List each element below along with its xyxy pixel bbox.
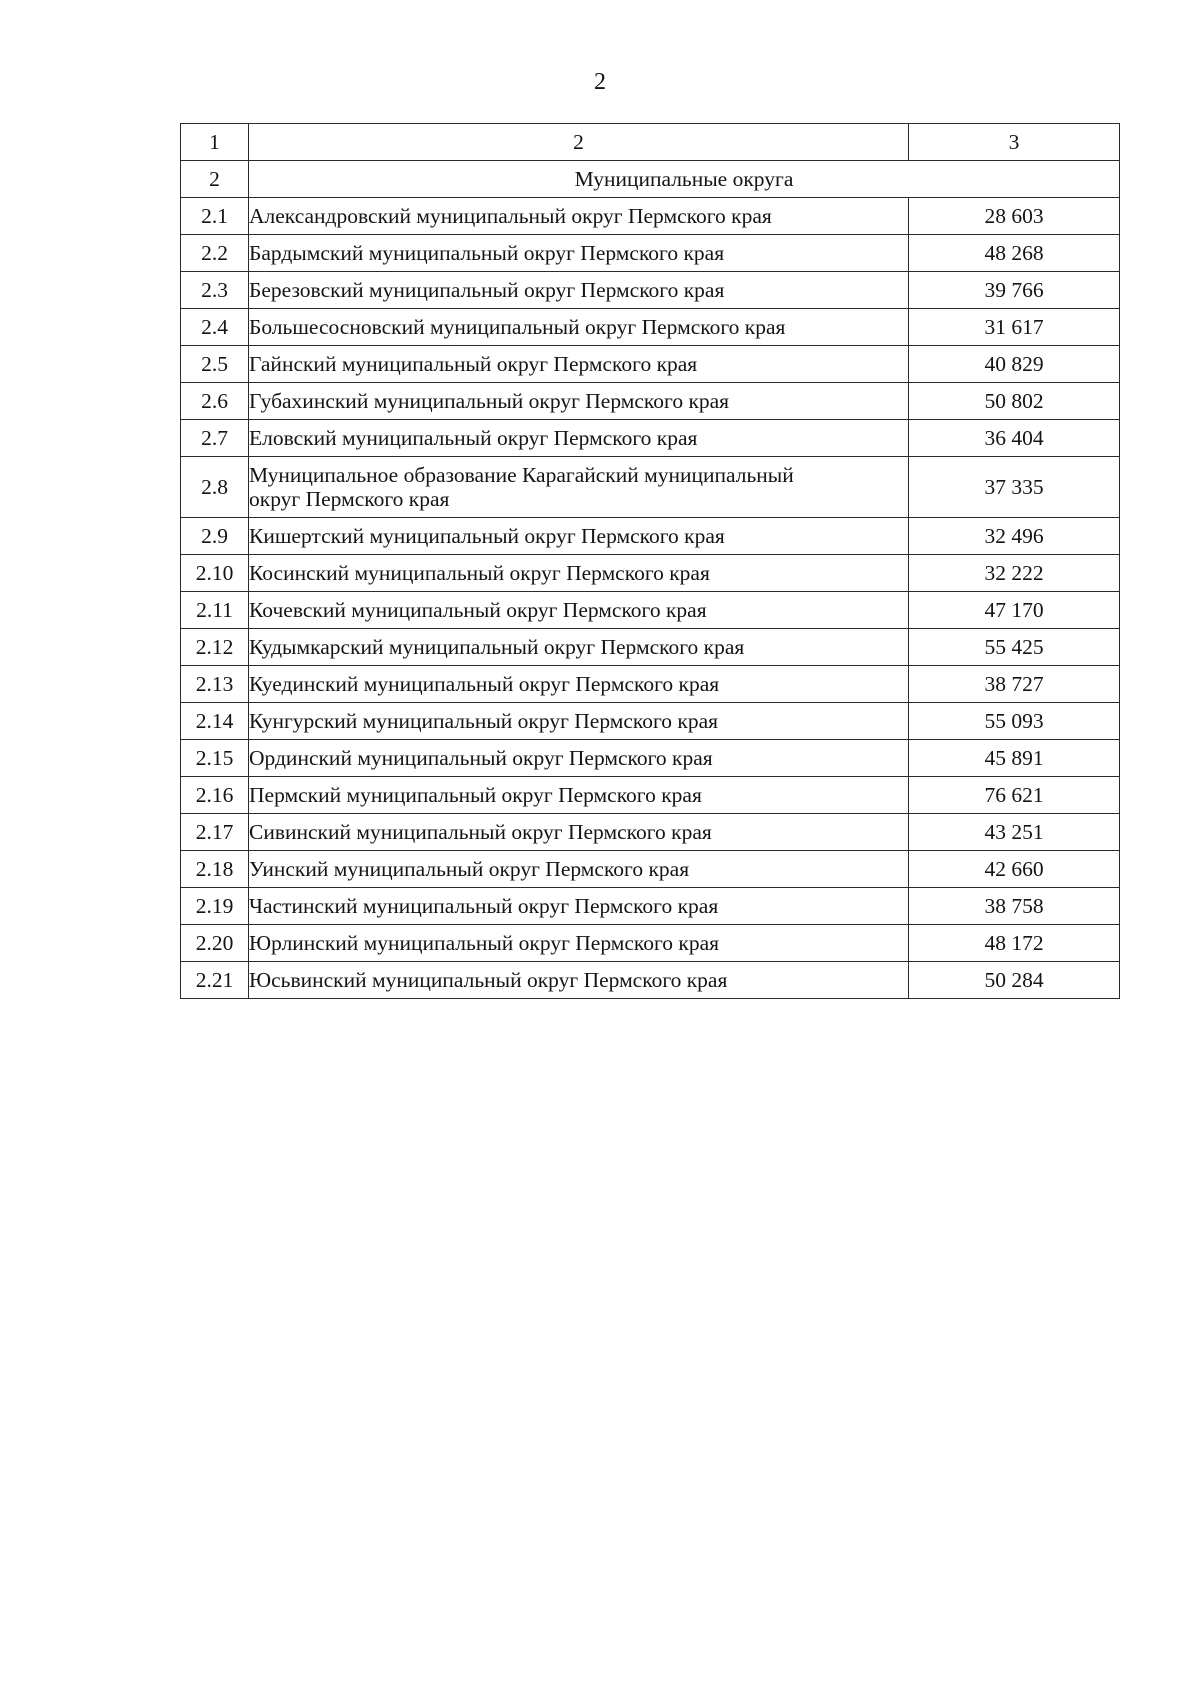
section-row: [181, 161, 1120, 198]
row-value: 55 093: [909, 703, 1120, 740]
table-row: [181, 309, 1120, 346]
row-name-line-1: Муниципальное образование Карагайский муниципальный: [249, 463, 794, 487]
row-name: Косинский муниципальный округ Пермского края: [249, 555, 909, 592]
row-number: 2.7: [181, 420, 249, 457]
row-value: 40 829: [909, 346, 1120, 383]
row-name: Частинский муниципальный округ Пермского края: [249, 888, 909, 925]
section-title: Муниципальные округа: [249, 161, 1120, 198]
table-row: [181, 346, 1120, 383]
table-row: [181, 814, 1120, 851]
row-number: 2.9: [181, 518, 249, 555]
table-row: [181, 629, 1120, 666]
row-name: Бардымский муниципальный округ Пермского края: [249, 235, 909, 272]
row-value: 48 268: [909, 235, 1120, 272]
column-number-3: 3: [909, 124, 1120, 161]
row-name: Березовский муниципальный округ Пермского края: [249, 272, 909, 309]
table-row: [181, 703, 1120, 740]
row-value: 76 621: [909, 777, 1120, 814]
row-name: Юрлинский муниципальный округ Пермского края: [249, 925, 909, 962]
row-number: 2.16: [181, 777, 249, 814]
row-name: Большесосновский муниципальный округ Пермского края: [249, 309, 909, 346]
row-value: 38 758: [909, 888, 1120, 925]
row-value: 32 222: [909, 555, 1120, 592]
row-number: 2.13: [181, 666, 249, 703]
row-number: 2.14: [181, 703, 249, 740]
table-row: [181, 518, 1120, 555]
row-number: 2.8: [181, 457, 249, 518]
row-number: 2.12: [181, 629, 249, 666]
column-number-row: [181, 124, 1120, 161]
row-number: 2.19: [181, 888, 249, 925]
table-row: [181, 457, 1120, 518]
section-number: 2: [181, 161, 249, 198]
row-value: 43 251: [909, 814, 1120, 851]
row-value: 38 727: [909, 666, 1120, 703]
row-name: Уинский муниципальный округ Пермского края: [249, 851, 909, 888]
row-number: 2.15: [181, 740, 249, 777]
row-value: 50 284: [909, 962, 1120, 999]
row-number: 2.17: [181, 814, 249, 851]
table-row: [181, 235, 1120, 272]
row-value: 50 802: [909, 383, 1120, 420]
row-value: 47 170: [909, 592, 1120, 629]
row-value: 39 766: [909, 272, 1120, 309]
row-name-line-2: округ Пермского края: [249, 487, 450, 511]
row-value: 55 425: [909, 629, 1120, 666]
row-value: 36 404: [909, 420, 1120, 457]
row-number: 2.1: [181, 198, 249, 235]
row-number: 2.21: [181, 962, 249, 999]
row-number: 2.3: [181, 272, 249, 309]
table-row: [181, 666, 1120, 703]
row-number: 2.4: [181, 309, 249, 346]
row-name: Кунгурский муниципальный округ Пермского края: [249, 703, 909, 740]
column-number-1: 1: [181, 124, 249, 161]
row-value: 42 660: [909, 851, 1120, 888]
table-row: [181, 962, 1120, 999]
row-name: Юсьвинский муниципальный округ Пермского края: [249, 962, 909, 999]
table-row: [181, 888, 1120, 925]
row-value: 32 496: [909, 518, 1120, 555]
row-name: Ординский муниципальный округ Пермского края: [249, 740, 909, 777]
table-row: [181, 925, 1120, 962]
row-name: Кудымкарский муниципальный округ Пермского края: [249, 629, 909, 666]
row-number: 2.20: [181, 925, 249, 962]
row-name: Куединский муниципальный округ Пермского края: [249, 666, 909, 703]
row-number: 2.6: [181, 383, 249, 420]
row-name: Александровский муниципальный округ Пермского края: [249, 198, 909, 235]
table-row: [181, 272, 1120, 309]
column-number-2: 2: [249, 124, 909, 161]
row-number: 2.5: [181, 346, 249, 383]
table-row: [181, 555, 1120, 592]
row-number: 2.11: [181, 592, 249, 629]
table-row: [181, 740, 1120, 777]
row-value: 48 172: [909, 925, 1120, 962]
table-row: [181, 198, 1120, 235]
row-name: Кишертский муниципальный округ Пермского края: [249, 518, 909, 555]
row-name: [249, 457, 909, 518]
municipal-districts-table: [180, 123, 1120, 999]
row-name: Еловский муниципальный округ Пермского края: [249, 420, 909, 457]
row-number: 2.18: [181, 851, 249, 888]
table-row: [181, 592, 1120, 629]
row-number: 2.2: [181, 235, 249, 272]
row-value: 45 891: [909, 740, 1120, 777]
row-name: Гайнский муниципальный округ Пермского края: [249, 346, 909, 383]
row-number: 2.10: [181, 555, 249, 592]
row-name: Губахинский муниципальный округ Пермского края: [249, 383, 909, 420]
table-row: [181, 420, 1120, 457]
row-name: Пермский муниципальный округ Пермского края: [249, 777, 909, 814]
table-row: [181, 777, 1120, 814]
row-name: Кочевский муниципальный округ Пермского края: [249, 592, 909, 629]
page-number: 2: [594, 69, 606, 95]
row-name: Сивинский муниципальный округ Пермского края: [249, 814, 909, 851]
row-value: 31 617: [909, 309, 1120, 346]
row-value: 28 603: [909, 198, 1120, 235]
table-row: [181, 851, 1120, 888]
table-row: [181, 383, 1120, 420]
row-value: 37 335: [909, 457, 1120, 518]
